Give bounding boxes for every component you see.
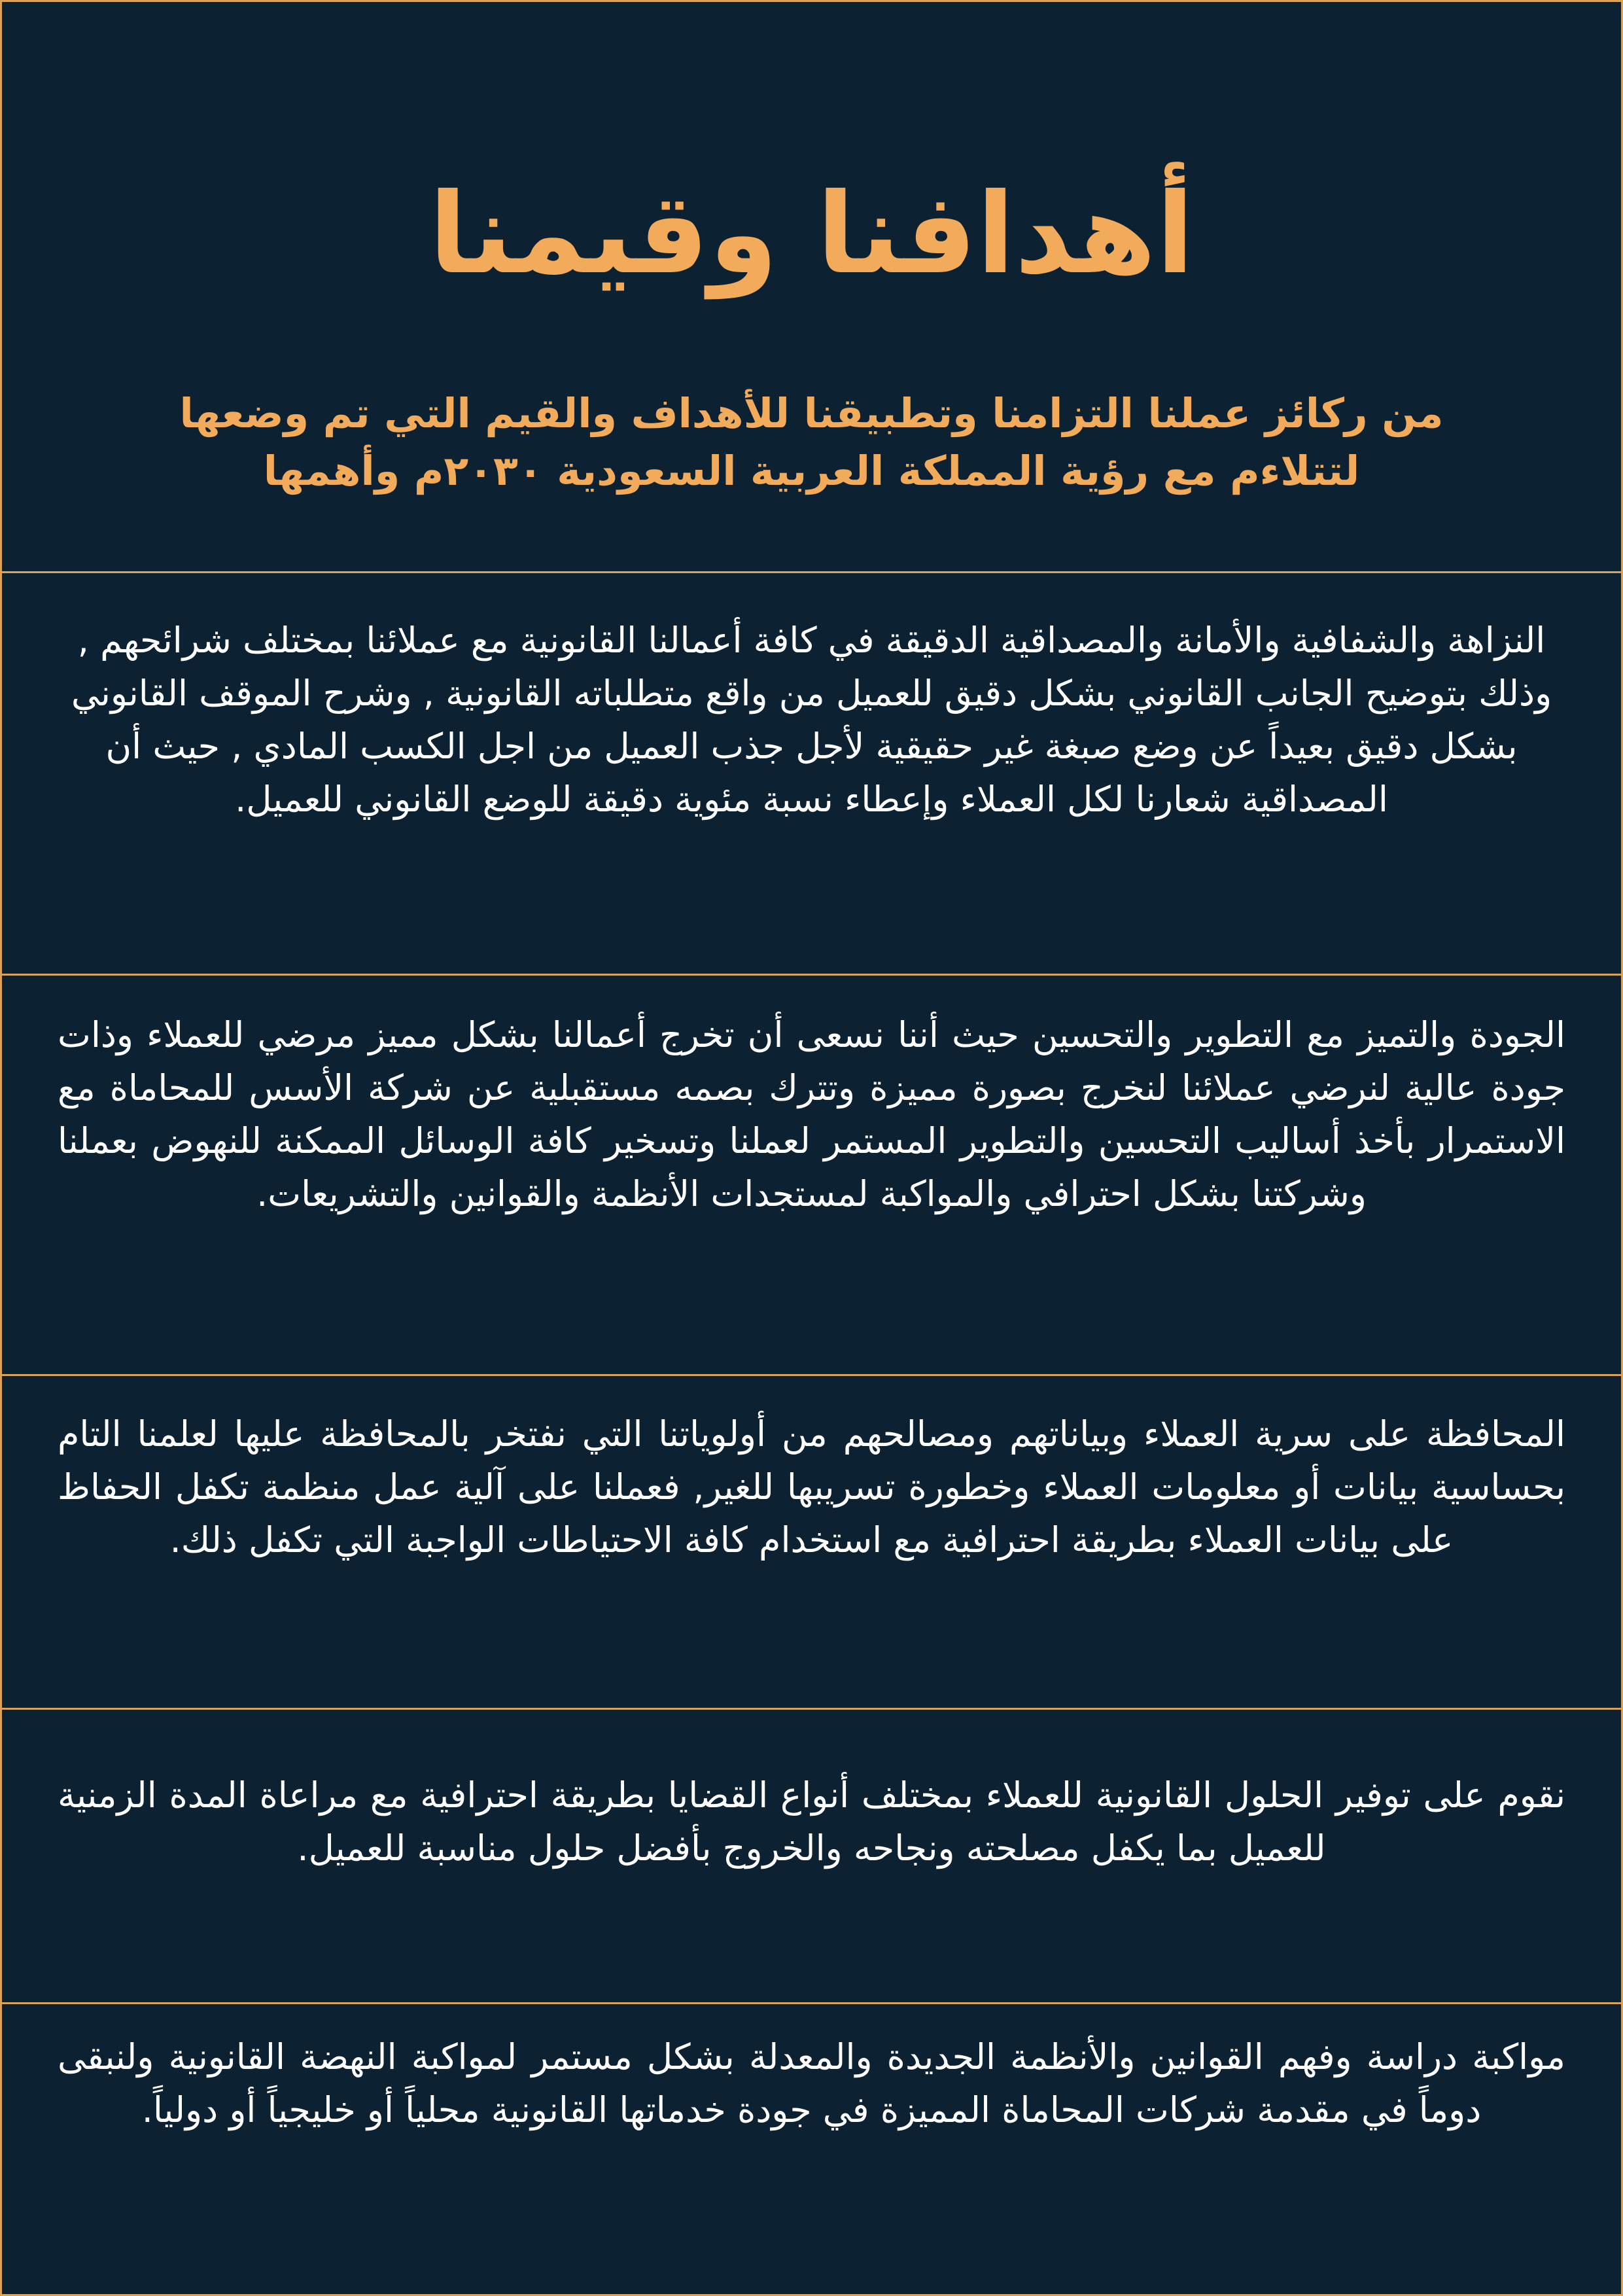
section-text: المحافظة على سرية العملاء وبياناتهم ومصالحهم من أولوياتنا التي نفتخر بالمحافظة عليها لعلمنا التام بحساسية بيانات أو معلومات العملاء وخطورة تسريبها للغير, فعملنا على آلية عمل منظمة تكفل الحفاظ على بيانات العملاء بطريقة احترافية مع استخدام كافة الاحتياطات الواجبة التي تكفل ذلك. — [58, 1413, 1565, 1561]
header — [2, 2, 1621, 571]
section-text: الجودة والتميز مع التطوير والتحسين حيث أننا نسعى أن تخرج أعمالنا بشكل مميز مرضي للعملاء وذات جودة عالية لنرضي عملائنا لنخرج بصورة مميزة وتترك بصمه مستقبلية عن شركة الأسس للمحاماة مع الاستمرار بأخذ أساليب التحسين والتطوير المستمر لعملنا وتسخير كافة الوسائل الممكنة للنهوض بعملنا وشركتنا بشكل احترافي والمواكبة لمستجدات الأنظمة والقوانين والتشريعات. — [58, 1014, 1565, 1214]
section-legal-solutions — [2, 1708, 1621, 2002]
section-text: النزاهة والشفافية والأمانة والمصداقية الدقيقة في كافة أعمالنا القانونية مع عملائنا بمختلف شرائحهم , وذلك بتوضيح الجانب القانوني بشكل دقيق للعميل من واقع متطلباته القانونية , وشرح الموقف القانوني بشكل دقيق بعيداً عن وضع صبغة غير حقيقية لأجل جذب العميل من اجل الكسب المادي , حيث أن المصداقية شعارنا لكل العملاء وإعطاء نسبة مئوية دقيقة للوضع القانوني للعميل. — [71, 620, 1552, 820]
section-confidentiality — [2, 1374, 1621, 1708]
page-title: أهدافنا وقيمنا — [428, 169, 1195, 299]
intro-text: من ركائز عملنا التزامنا وتطبيقنا للأهداف والقيم التي تم وضعها لتتلاءم مع رؤية المملكة العربية السعودية ٢٠٣٠م وأهمها — [179, 389, 1444, 495]
section-text: مواكبة دراسة وفهم القوانين والأنظمة الجديدة والمعدلة بشكل مستمر لمواكبة النهضة القانونية ولنبقى دوماً في مقدمة شركات المحاماة المميزة في جودة خدماتها القانونية محلياً أو خليجياً أو دولياً. — [58, 2036, 1565, 2130]
section-keeping-up — [2, 2002, 1621, 2294]
section-text: نقوم على توفير الحلول القانونية للعملاء بمختلف أنواع القضايا بطريقة احترافية مع مراعاة المدة الزمنية للعميل بما يكفل مصلحته ونجاحه والخروج بأفضل حلول مناسبة للعميل. — [58, 1775, 1565, 1869]
section-quality — [2, 974, 1621, 1374]
section-integrity — [2, 571, 1621, 974]
